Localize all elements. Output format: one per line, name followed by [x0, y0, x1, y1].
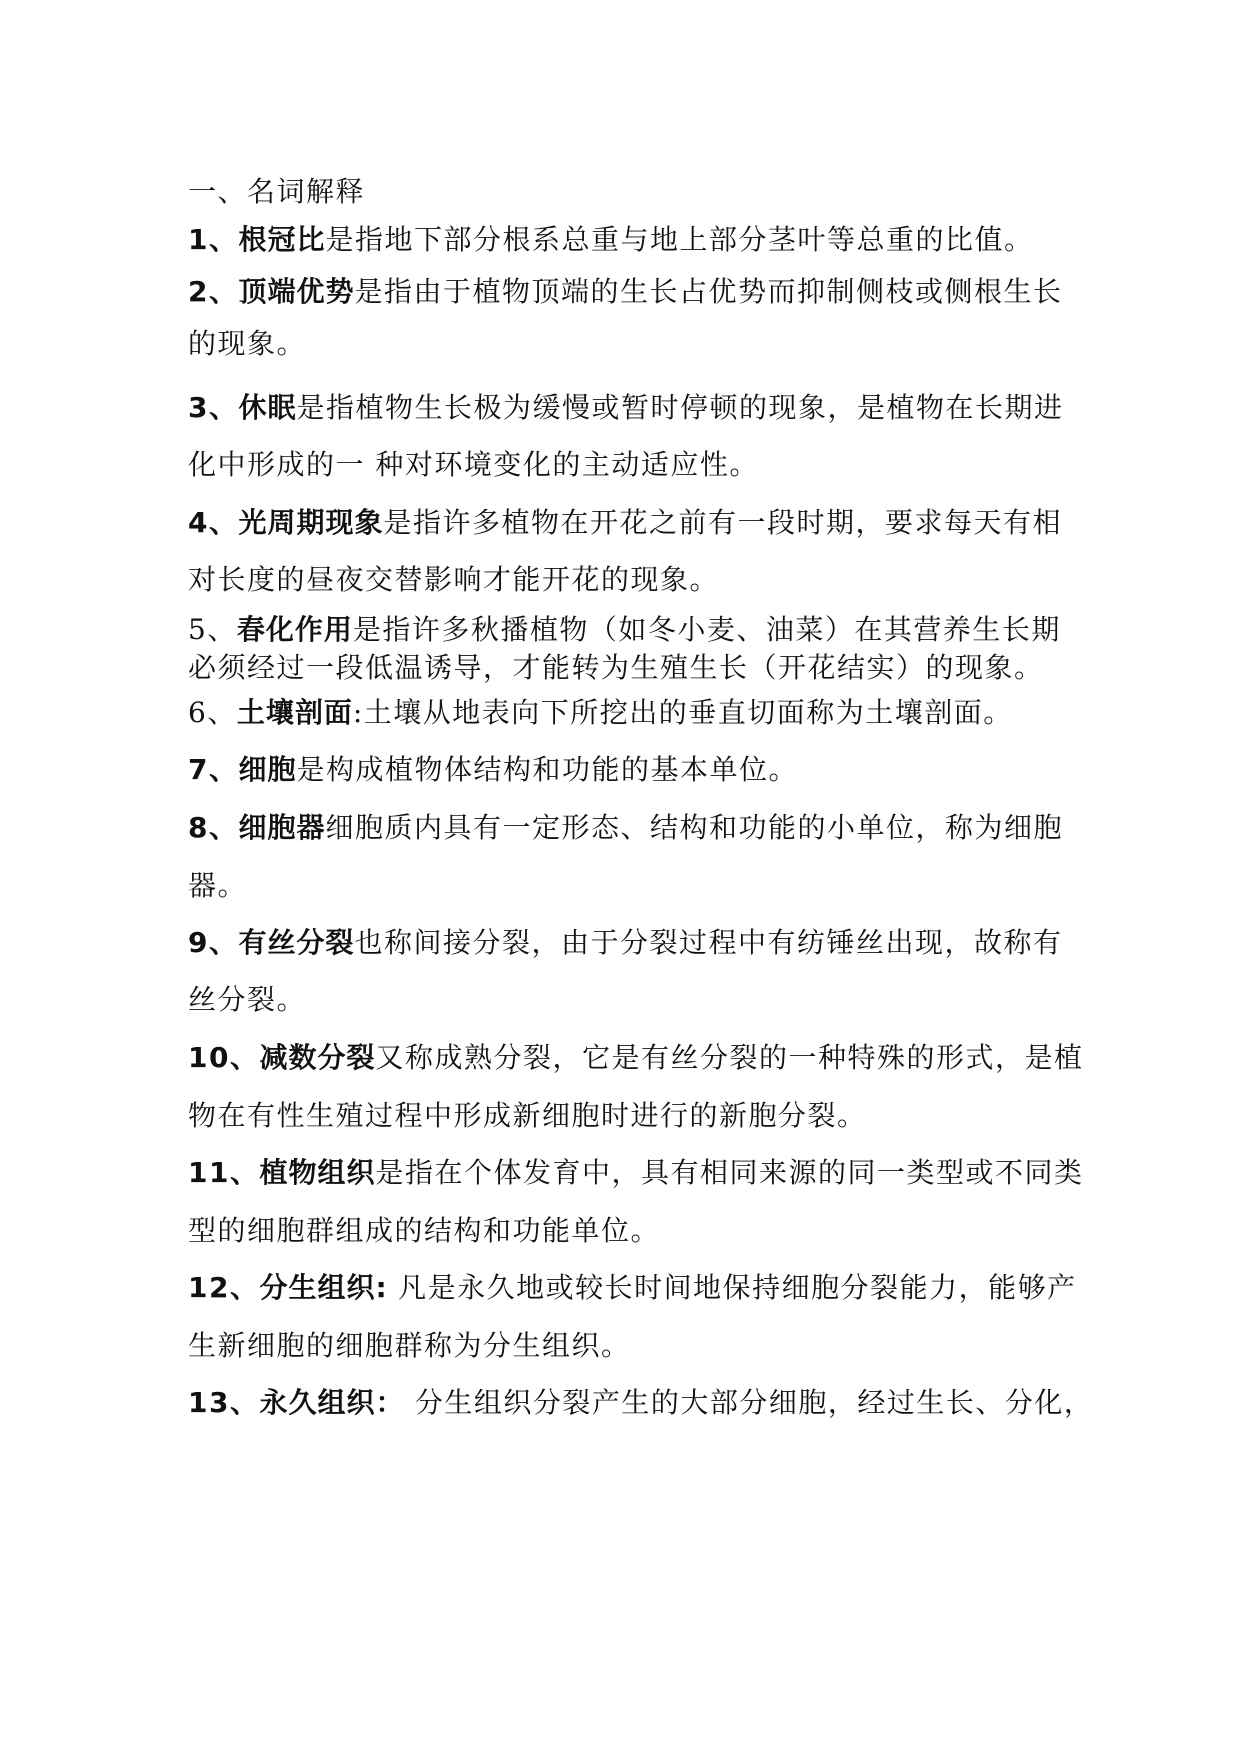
- entry-5-cont: 必须经过一段低温诱导，才能转为生殖生长（开花结实）的现象。: [188, 651, 1044, 684]
- entry-10: 10、减数分裂又称成熟分裂，它是有丝分裂的一种特殊的形式，是植: [188, 1041, 1084, 1074]
- entry-13: 13、永久组织： 分生组织分裂产生的大部分细胞，经过生长、分化，: [188, 1386, 1094, 1419]
- entry-term: 分生组织:: [259, 1271, 388, 1304]
- entry-4-cont: 对长度的昼夜交替影响才能开花的现象。: [188, 563, 720, 596]
- entry-term: 细胞器: [238, 811, 326, 844]
- entry-3: 3、休眠是指植物生长极为缓慢或暂时停顿的现象，是植物在长期进: [188, 391, 1064, 424]
- entry-9-cont: 丝分裂。: [188, 983, 307, 1016]
- entry-9: 9、有丝分裂也称间接分裂，由于分裂过程中有纺锤丝出现，故称有: [188, 926, 1063, 959]
- section-title: 一、名词解释: [188, 175, 366, 208]
- entry-12: 12、分生组织: 凡是永久地或较长时间地保持细胞分裂能力，能够产: [188, 1271, 1077, 1304]
- entry-8-cont: 器。: [188, 869, 248, 902]
- entry-1: 1、根冠比是指地下部分根系总重与地上部分茎叶等总重的比值。: [188, 223, 1034, 256]
- entry-7: 7、细胞是构成植物体结构和功能的基本单位。: [188, 753, 799, 786]
- entry-term: 有丝分裂: [238, 926, 355, 959]
- entry-term: 春化作用: [236, 613, 353, 646]
- entry-term: 顶端优势: [238, 275, 355, 308]
- entry-term: 减数分裂: [259, 1041, 376, 1074]
- entry-12-cont: 生新细胞的细胞群称为分生组织。: [188, 1329, 631, 1362]
- entry-5: 5、春化作用是指许多秋播植物（如冬小麦、油菜）在其营养生长期: [188, 613, 1061, 646]
- entry-term: 根冠比: [238, 223, 326, 256]
- entry-3-cont: 化中形成的一 种对环境变化的主动适应性。: [188, 448, 759, 481]
- entry-term: 永久组织：: [259, 1386, 405, 1419]
- entry-8: 8、细胞器细胞质内具有一定形态、结构和功能的小单位，称为细胞: [188, 811, 1064, 844]
- entry-term: 植物组织: [259, 1156, 376, 1189]
- entry-6: 6、土壤剖面:土壤从地表向下所挖出的垂直切面称为土壤剖面。: [188, 696, 1013, 729]
- entry-4: 4、光周期现象是指许多植物在开花之前有一段时期，要求每天有相: [188, 506, 1063, 539]
- entry-10-cont: 物在有性生殖过程中形成新细胞时进行的新胞分裂。: [188, 1099, 867, 1132]
- entry-2-cont: 的现象。: [188, 327, 307, 360]
- entry-2: 2、顶端优势是指由于植物顶端的生长占优势而抑制侧枝或侧根生长: [188, 275, 1063, 308]
- entry-11-cont: 型的细胞群组成的结构和功能单位。: [188, 1214, 661, 1247]
- entry-11: 11、植物组织是指在个体发育中，具有相同来源的同一类型或不同类: [188, 1156, 1084, 1189]
- entry-term: 休眠: [238, 391, 297, 424]
- entry-term: 光周期现象: [238, 506, 384, 539]
- entry-term: 细胞: [238, 753, 297, 786]
- entry-term: 土壤剖面: [236, 696, 353, 729]
